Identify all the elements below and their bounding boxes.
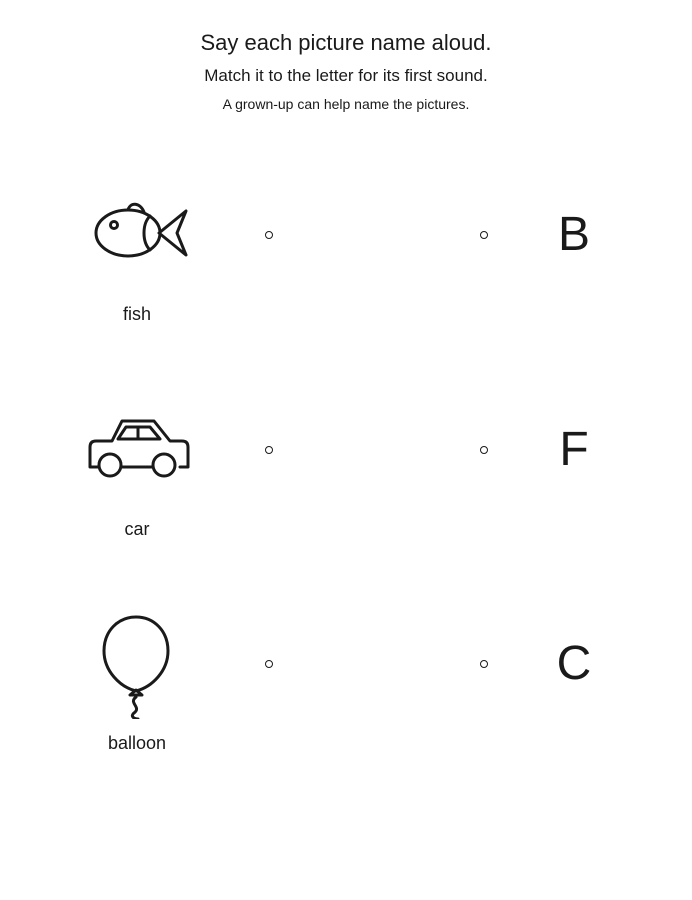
picture-match-dot-fish[interactable]: [265, 231, 273, 239]
page-note: A grown-up can help name the pictures.: [222, 96, 470, 112]
letter-c: C: [556, 637, 592, 690]
match-row-balloon: [0, 609, 692, 809]
letter-match-dot-b[interactable]: [480, 231, 488, 239]
picture-match-dot-balloon[interactable]: [265, 660, 273, 668]
letter-f: F: [559, 423, 589, 476]
car-icon: [86, 395, 190, 505]
balloon-icon: [86, 609, 190, 719]
page-instruction: Match it to the letter for its first sound.: [204, 66, 488, 85]
fish-icon: [86, 180, 190, 290]
page-title: Say each picture name aloud.: [200, 30, 492, 55]
letter-b: B: [557, 208, 590, 261]
match-row-fish: [0, 180, 692, 380]
letter-match-dot-f[interactable]: [480, 446, 488, 454]
letter-match-dot-c[interactable]: [480, 660, 488, 668]
picture-label-balloon: balloon: [107, 733, 167, 753]
picture-label-car: car: [124, 519, 150, 539]
picture-label-fish: fish: [122, 304, 151, 324]
picture-match-dot-car[interactable]: [265, 446, 273, 454]
match-row-car: [0, 395, 692, 595]
